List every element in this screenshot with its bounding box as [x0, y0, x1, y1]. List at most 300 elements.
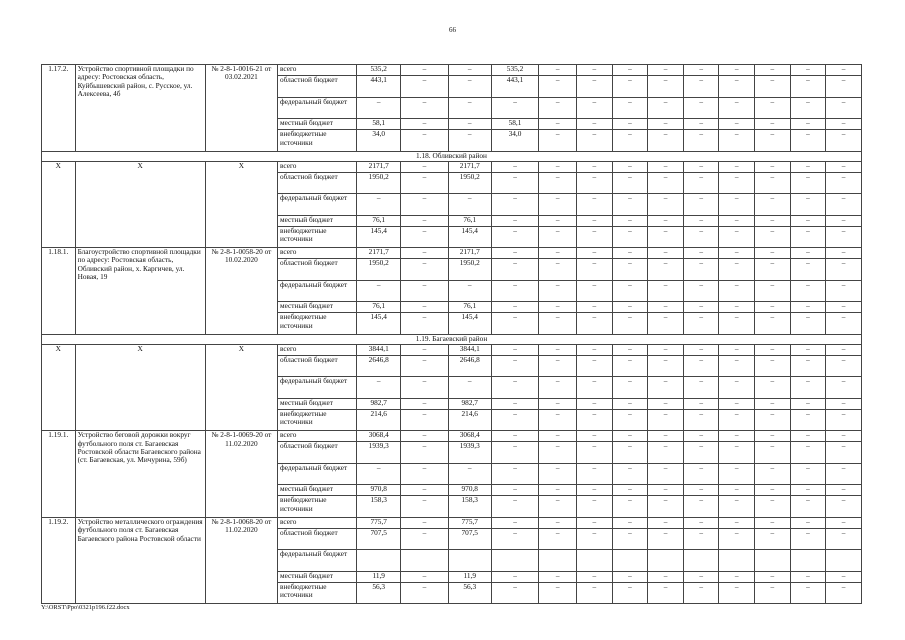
year-amount-cell: –	[755, 398, 791, 409]
year-amount-cell: –	[790, 215, 826, 226]
year-amount-cell: –	[683, 496, 719, 517]
year-amount-cell: –	[683, 377, 719, 398]
year-amount-cell: –	[719, 398, 755, 409]
funding-source-cell: внебюджетные источники	[278, 313, 357, 334]
year-amount-cell: –	[577, 118, 613, 129]
item-description-cell: X	[75, 161, 205, 248]
year-amount-cell: –	[539, 517, 577, 528]
year-amount-cell: –	[648, 463, 684, 484]
document-number-cell: № 2-8-1-0069-20 от 11.02.2020	[205, 431, 277, 518]
item-number-cell: X	[42, 161, 76, 248]
year-amount-cell: –	[648, 76, 684, 97]
file-path-footer: Y:\ORST\Ppo\0321p196.f22.docx	[41, 604, 130, 611]
amount-cell: 1950,2	[448, 259, 491, 280]
year-amount-cell: –	[612, 65, 648, 76]
amount-cell: –	[401, 463, 449, 484]
year-amount-cell: –	[683, 248, 719, 259]
amount-cell: –	[491, 409, 539, 430]
year-amount-cell: –	[719, 248, 755, 259]
year-amount-cell: –	[719, 65, 755, 76]
year-amount-cell: –	[612, 280, 648, 301]
year-amount-cell: –	[719, 355, 755, 376]
year-amount-cell: –	[790, 377, 826, 398]
year-amount-cell: –	[719, 215, 755, 226]
amount-cell: –	[491, 485, 539, 496]
year-amount-cell: –	[539, 118, 577, 129]
funding-source-cell: федеральный бюджет	[278, 463, 357, 484]
year-amount-cell: –	[577, 313, 613, 334]
year-amount-cell: –	[719, 344, 755, 355]
year-amount-cell: –	[719, 130, 755, 151]
year-amount-cell: –	[577, 97, 613, 118]
year-amount-cell: –	[539, 377, 577, 398]
amount-cell: –	[357, 194, 401, 215]
year-amount-cell: –	[790, 248, 826, 259]
funding-source-cell: местный бюджет	[278, 398, 357, 409]
year-amount-cell: –	[577, 226, 613, 247]
year-amount-cell: –	[539, 248, 577, 259]
amount-cell: 58,1	[357, 118, 401, 129]
year-amount-cell: –	[826, 582, 862, 603]
year-amount-cell: –	[719, 280, 755, 301]
amount-cell: 3844,1	[448, 344, 491, 355]
year-amount-cell	[577, 550, 613, 571]
year-amount-cell: –	[683, 76, 719, 97]
amount-cell: –	[491, 398, 539, 409]
amount-cell: –	[448, 65, 491, 76]
amount-cell: –	[491, 431, 539, 442]
year-amount-cell	[826, 550, 862, 571]
year-amount-cell: –	[648, 409, 684, 430]
year-amount-cell: –	[755, 582, 791, 603]
amount-cell: –	[357, 377, 401, 398]
year-amount-cell: –	[648, 485, 684, 496]
year-amount-cell: –	[539, 571, 577, 582]
amount-cell: 1939,3	[357, 442, 401, 463]
table-row	[42, 431, 862, 442]
amount-cell: –	[491, 463, 539, 484]
year-amount-cell: –	[648, 215, 684, 226]
year-amount-cell: –	[790, 398, 826, 409]
year-amount-cell: –	[612, 528, 648, 549]
year-amount-cell: –	[577, 496, 613, 517]
amount-cell: 970,8	[357, 485, 401, 496]
year-amount-cell: –	[790, 442, 826, 463]
amount-cell: –	[401, 130, 449, 151]
year-amount-cell: –	[539, 226, 577, 247]
year-amount-cell: –	[790, 226, 826, 247]
year-amount-cell: –	[539, 215, 577, 226]
year-amount-cell: –	[539, 398, 577, 409]
year-amount-cell: –	[719, 226, 755, 247]
amount-cell: 3068,4	[448, 431, 491, 442]
item-description-cell: Устройство спортивной площадки по адресу: Ростовская область, Куйбышевский район, с. Русское, ул. Алексеева, 4б	[75, 65, 205, 152]
year-amount-cell: –	[539, 344, 577, 355]
year-amount-cell: –	[683, 442, 719, 463]
year-amount-cell: –	[683, 130, 719, 151]
year-amount-cell: –	[790, 517, 826, 528]
year-amount-cell: –	[719, 76, 755, 97]
amount-cell: –	[401, 517, 449, 528]
amount-cell: –	[448, 377, 491, 398]
year-amount-cell: –	[612, 463, 648, 484]
amount-cell: –	[401, 344, 449, 355]
funding-source-cell: внебюджетные источники	[278, 582, 357, 603]
amount-cell: 2171,7	[448, 248, 491, 259]
year-amount-cell: –	[755, 344, 791, 355]
year-amount-cell: –	[755, 65, 791, 76]
amount-cell: –	[448, 130, 491, 151]
year-amount-cell: –	[826, 248, 862, 259]
year-amount-cell: –	[790, 280, 826, 301]
year-amount-cell: –	[826, 355, 862, 376]
year-amount-cell: –	[539, 496, 577, 517]
section-header-row	[42, 334, 862, 344]
year-amount-cell: –	[539, 130, 577, 151]
year-amount-cell: –	[648, 582, 684, 603]
year-amount-cell: –	[683, 355, 719, 376]
year-amount-cell: –	[683, 485, 719, 496]
year-amount-cell: –	[755, 463, 791, 484]
program-funding-table	[41, 64, 862, 604]
year-amount-cell: –	[612, 302, 648, 313]
year-amount-cell: –	[683, 528, 719, 549]
year-amount-cell: –	[577, 248, 613, 259]
year-amount-cell: –	[577, 280, 613, 301]
year-amount-cell: –	[755, 431, 791, 442]
year-amount-cell: –	[577, 302, 613, 313]
amount-cell: –	[401, 377, 449, 398]
year-amount-cell: –	[683, 431, 719, 442]
item-description-cell: Устройство беговой дорожки вокруг футбольного поля ст. Багаевская Ростовской области Багаевского района (ст. Багаевская, ул. Мичурина, 59б)	[75, 431, 205, 518]
year-amount-cell: –	[719, 161, 755, 172]
year-amount-cell: –	[612, 226, 648, 247]
year-amount-cell: –	[719, 97, 755, 118]
funding-source-cell: внебюджетные источники	[278, 130, 357, 151]
amount-cell: –	[491, 442, 539, 463]
amount-cell: 2171,7	[357, 161, 401, 172]
year-amount-cell: –	[719, 517, 755, 528]
year-amount-cell: –	[719, 485, 755, 496]
year-amount-cell	[790, 550, 826, 571]
year-amount-cell: –	[539, 431, 577, 442]
year-amount-cell: –	[539, 442, 577, 463]
document-number-cell: № 2-8-1-0068-20 от 11.02.2020	[205, 517, 277, 604]
amount-cell: 707,5	[357, 528, 401, 549]
year-amount-cell: –	[683, 215, 719, 226]
year-amount-cell: –	[612, 97, 648, 118]
amount-cell: –	[401, 571, 449, 582]
year-amount-cell: –	[826, 161, 862, 172]
year-amount-cell: –	[612, 248, 648, 259]
year-amount-cell: –	[539, 582, 577, 603]
amount-cell: 535,2	[357, 65, 401, 76]
year-amount-cell: –	[826, 172, 862, 193]
amount-cell: –	[357, 463, 401, 484]
amount-cell	[401, 550, 449, 571]
year-amount-cell: –	[577, 130, 613, 151]
document-number-cell: № 2-8-1-0016-21 от 03.02.2021	[205, 65, 277, 152]
year-amount-cell: –	[577, 485, 613, 496]
table-row	[42, 248, 862, 259]
year-amount-cell: –	[719, 194, 755, 215]
amount-cell: –	[401, 582, 449, 603]
table-row	[42, 344, 862, 355]
year-amount-cell: –	[539, 313, 577, 334]
funding-source-cell: областной бюджет	[278, 172, 357, 193]
year-amount-cell: –	[577, 463, 613, 484]
amount-cell	[357, 550, 401, 571]
amount-cell: –	[401, 409, 449, 430]
year-amount-cell: –	[826, 398, 862, 409]
amount-cell: 11,9	[448, 571, 491, 582]
year-amount-cell: –	[648, 65, 684, 76]
year-amount-cell: –	[539, 97, 577, 118]
amount-cell: –	[401, 118, 449, 129]
year-amount-cell: –	[612, 485, 648, 496]
year-amount-cell: –	[648, 571, 684, 582]
year-amount-cell: –	[790, 344, 826, 355]
year-amount-cell: –	[826, 377, 862, 398]
table-row	[42, 65, 862, 76]
funding-source-cell: местный бюджет	[278, 571, 357, 582]
year-amount-cell: –	[577, 431, 613, 442]
year-amount-cell: –	[648, 118, 684, 129]
year-amount-cell: –	[755, 528, 791, 549]
year-amount-cell: –	[539, 485, 577, 496]
year-amount-cell: –	[826, 118, 862, 129]
amount-cell: 76,1	[448, 215, 491, 226]
year-amount-cell: –	[826, 463, 862, 484]
year-amount-cell: –	[826, 215, 862, 226]
year-amount-cell: –	[755, 259, 791, 280]
funding-source-cell: областной бюджет	[278, 76, 357, 97]
year-amount-cell: –	[612, 259, 648, 280]
funding-source-cell: областной бюджет	[278, 528, 357, 549]
amount-cell: –	[401, 442, 449, 463]
amount-cell: –	[401, 528, 449, 549]
item-number-cell: X	[42, 344, 76, 431]
year-amount-cell: –	[539, 463, 577, 484]
funding-source-cell: всего	[278, 431, 357, 442]
funding-source-cell: областной бюджет	[278, 259, 357, 280]
year-amount-cell: –	[612, 194, 648, 215]
amount-cell: –	[448, 76, 491, 97]
section-title: 1.19. Багаевский район	[42, 334, 862, 344]
year-amount-cell: –	[683, 582, 719, 603]
year-amount-cell: –	[826, 431, 862, 442]
amount-cell: 3844,1	[357, 344, 401, 355]
amount-cell: –	[491, 355, 539, 376]
item-number-cell: 1.19.1.	[42, 431, 76, 518]
amount-cell: –	[401, 172, 449, 193]
year-amount-cell: –	[755, 442, 791, 463]
funding-source-cell: областной бюджет	[278, 442, 357, 463]
year-amount-cell: –	[719, 571, 755, 582]
amount-cell: 982,7	[357, 398, 401, 409]
year-amount-cell: –	[683, 463, 719, 484]
amount-cell: –	[401, 431, 449, 442]
year-amount-cell: –	[612, 571, 648, 582]
amount-cell: 707,5	[448, 528, 491, 549]
year-amount-cell: –	[826, 65, 862, 76]
year-amount-cell: –	[826, 302, 862, 313]
funding-source-cell: всего	[278, 161, 357, 172]
year-amount-cell: –	[719, 496, 755, 517]
year-amount-cell: –	[683, 65, 719, 76]
year-amount-cell: –	[755, 172, 791, 193]
year-amount-cell	[648, 550, 684, 571]
year-amount-cell: –	[683, 313, 719, 334]
year-amount-cell: –	[790, 485, 826, 496]
year-amount-cell: –	[790, 496, 826, 517]
year-amount-cell: –	[826, 97, 862, 118]
year-amount-cell: –	[577, 409, 613, 430]
item-number-cell: 1.18.1.	[42, 248, 76, 335]
year-amount-cell: –	[755, 280, 791, 301]
year-amount-cell: –	[719, 463, 755, 484]
amount-cell: –	[357, 280, 401, 301]
funding-source-cell: федеральный бюджет	[278, 280, 357, 301]
year-amount-cell: –	[790, 313, 826, 334]
year-amount-cell: –	[577, 65, 613, 76]
year-amount-cell: –	[683, 259, 719, 280]
year-amount-cell	[683, 550, 719, 571]
year-amount-cell: –	[648, 302, 684, 313]
year-amount-cell: –	[577, 517, 613, 528]
year-amount-cell: –	[755, 485, 791, 496]
year-amount-cell: –	[755, 496, 791, 517]
amount-cell: –	[401, 280, 449, 301]
amount-cell: 56,3	[448, 582, 491, 603]
year-amount-cell: –	[755, 517, 791, 528]
amount-cell: –	[401, 313, 449, 334]
year-amount-cell: –	[790, 302, 826, 313]
amount-cell	[491, 550, 539, 571]
year-amount-cell: –	[790, 355, 826, 376]
amount-cell: 158,3	[448, 496, 491, 517]
year-amount-cell: –	[683, 517, 719, 528]
year-amount-cell: –	[755, 118, 791, 129]
year-amount-cell	[539, 550, 577, 571]
funding-source-cell: внебюджетные источники	[278, 226, 357, 247]
amount-cell: 1950,2	[357, 172, 401, 193]
year-amount-cell: –	[790, 76, 826, 97]
year-amount-cell: –	[826, 130, 862, 151]
year-amount-cell: –	[719, 582, 755, 603]
amount-cell: 56,3	[357, 582, 401, 603]
year-amount-cell: –	[577, 571, 613, 582]
year-amount-cell: –	[648, 259, 684, 280]
year-amount-cell: –	[790, 571, 826, 582]
year-amount-cell: –	[683, 302, 719, 313]
year-amount-cell: –	[683, 409, 719, 430]
year-amount-cell: –	[539, 259, 577, 280]
amount-cell: –	[401, 65, 449, 76]
amount-cell: –	[491, 248, 539, 259]
year-amount-cell: –	[539, 76, 577, 97]
amount-cell: 145,4	[357, 313, 401, 334]
year-amount-cell: –	[648, 517, 684, 528]
amount-cell: 1939,3	[448, 442, 491, 463]
year-amount-cell: –	[755, 248, 791, 259]
funding-source-cell: федеральный бюджет	[278, 97, 357, 118]
amount-cell: –	[401, 248, 449, 259]
amount-cell: –	[401, 398, 449, 409]
amount-cell: –	[491, 528, 539, 549]
year-amount-cell: –	[755, 313, 791, 334]
funding-source-cell: внебюджетные источники	[278, 409, 357, 430]
amount-cell: –	[491, 496, 539, 517]
document-number-cell: X	[205, 161, 277, 248]
year-amount-cell: –	[577, 172, 613, 193]
year-amount-cell: –	[577, 76, 613, 97]
year-amount-cell: –	[826, 280, 862, 301]
year-amount-cell: –	[577, 355, 613, 376]
year-amount-cell: –	[719, 118, 755, 129]
section-title: 1.18. Обливский район	[42, 151, 862, 161]
year-amount-cell: –	[790, 528, 826, 549]
year-amount-cell: –	[790, 161, 826, 172]
year-amount-cell: –	[539, 280, 577, 301]
year-amount-cell: –	[826, 528, 862, 549]
year-amount-cell: –	[755, 226, 791, 247]
year-amount-cell: –	[612, 355, 648, 376]
item-description-cell: X	[75, 344, 205, 431]
amount-cell: –	[491, 194, 539, 215]
year-amount-cell: –	[539, 355, 577, 376]
amount-cell: 11,9	[357, 571, 401, 582]
amount-cell: 3068,4	[357, 431, 401, 442]
year-amount-cell: –	[612, 118, 648, 129]
year-amount-cell: –	[683, 226, 719, 247]
year-amount-cell: –	[539, 194, 577, 215]
amount-cell: 76,1	[448, 302, 491, 313]
year-amount-cell: –	[648, 398, 684, 409]
year-amount-cell: –	[577, 442, 613, 463]
amount-cell: –	[491, 302, 539, 313]
amount-cell: 1950,2	[357, 259, 401, 280]
year-amount-cell: –	[577, 194, 613, 215]
amount-cell: –	[491, 280, 539, 301]
year-amount-cell: –	[648, 442, 684, 463]
amount-cell: –	[401, 485, 449, 496]
document-number-cell: № 2-8-1-0058-20 от 10.02.2020	[205, 248, 277, 335]
year-amount-cell: –	[612, 172, 648, 193]
year-amount-cell: –	[683, 161, 719, 172]
year-amount-cell: –	[719, 377, 755, 398]
year-amount-cell: –	[577, 344, 613, 355]
year-amount-cell: –	[577, 398, 613, 409]
amount-cell: 443,1	[357, 76, 401, 97]
year-amount-cell: –	[539, 161, 577, 172]
year-amount-cell: –	[539, 409, 577, 430]
funding-source-cell: внебюджетные источники	[278, 496, 357, 517]
year-amount-cell: –	[683, 172, 719, 193]
amount-cell: 145,4	[357, 226, 401, 247]
amount-cell: –	[401, 259, 449, 280]
year-amount-cell: –	[826, 313, 862, 334]
amount-cell: –	[491, 377, 539, 398]
amount-cell: 158,3	[357, 496, 401, 517]
year-amount-cell: –	[755, 409, 791, 430]
amount-cell: 775,7	[448, 517, 491, 528]
year-amount-cell: –	[539, 302, 577, 313]
funding-source-cell: всего	[278, 517, 357, 528]
year-amount-cell: –	[719, 442, 755, 463]
year-amount-cell: –	[826, 76, 862, 97]
year-amount-cell: –	[683, 118, 719, 129]
